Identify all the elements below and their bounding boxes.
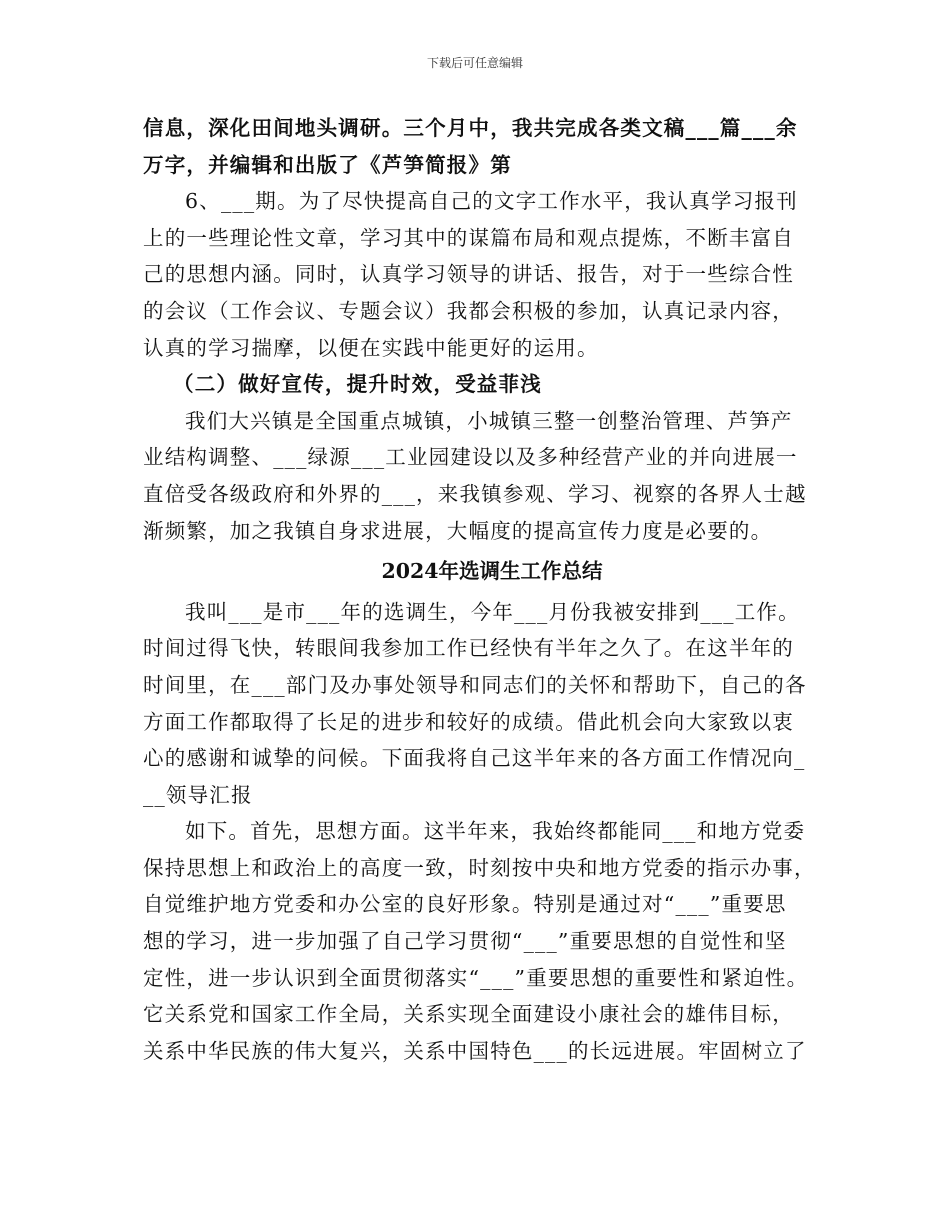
paragraph-line: 方面工作都取得了长足的进步和较好的成绩。借此机会向大家致以衷 <box>143 709 794 734</box>
paragraph-line: 上的一些理论性文章，学习其中的谋篇布局和观点提炼，不断丰富自 <box>143 225 794 250</box>
document-body <box>143 110 823 1069</box>
paragraph-line: 的会议（工作会议、专题会议）我都会积极的参加，认真记录内容， <box>143 298 794 323</box>
paragraph-line: 关系中华民族的伟大复兴，关系中国特色___的长远进展。牢固树立了 <box>143 1038 807 1063</box>
paragraph-line: 自觉维护地方党委和办公室的良好形象。特别是通过对“___”重要思 <box>143 892 787 917</box>
document-title: 2024年选调生工作总结 <box>381 559 603 584</box>
paragraph-line: __领导汇报 <box>143 782 253 807</box>
paragraph-line: 时间过得飞快，转眼间我参加工作已经快有半年之久了。在这半年的 <box>143 636 794 661</box>
paragraph-line: 如下。首先，思想方面。这半年来，我始终都能同___和地方党委 <box>185 819 806 844</box>
page-header: 下载后可任意编辑 <box>426 56 523 70</box>
paragraph-line: 我叫___是市___年的选调生，今年___月份我被安排到___工作。 <box>185 599 800 624</box>
paragraph-line: 它关系党和国家工作全局，关系实现全面建设小康社会的雄伟目标， <box>143 1002 794 1027</box>
paragraph-line: 己的思想内涵。同时，认真学习领导的讲话、报告，对于一些综合性 <box>143 262 794 287</box>
paragraph-line: 信息，深化田间地头调研。三个月中，我共完成各类文稿___篇___余 <box>143 116 798 140</box>
paragraph-line: 6、___期。为了尽快提高自己的文字工作水平，我认真学习报刊 <box>185 189 798 214</box>
paragraph-line: 直倍受各级政府和外界的___，来我镇参观、学习、视察的各界人士越 <box>143 481 807 506</box>
paragraph-line: 时间里，在___部门及办事处领导和同志们的关怀和帮助下，自己的各 <box>143 672 807 697</box>
paragraph-line: 认真的学习揣摩，以便在实践中能更好的运用。 <box>143 335 599 360</box>
paragraph-line: 心的感谢和诚挚的问候。下面我将自己这半年来的各方面工作情况向_ <box>143 746 806 771</box>
paragraph-line: 定性，进一步认识到全面贯彻落实“___”重要思想的重要性和紧迫性。 <box>143 965 809 990</box>
paragraph-line: 想的学习，进一步加强了自己学习贯彻“___”重要思想的自觉性和坚 <box>143 929 787 954</box>
paragraph-line: 我们大兴镇是全国重点城镇，小城镇三整一创整治管理、芦笋产 <box>185 408 793 433</box>
paragraph-line: 业结构调整、___绿源___工业园建设以及多种经营产业的并向进展一 <box>143 445 798 470</box>
paragraph-line: 保持思想上和政治上的高度一致，时刻按中央和地方党委的指示办事， <box>143 855 816 880</box>
paragraph-line: 渐频繁，加之我镇自身求进展，大幅度的提高宣传力度是必要的。 <box>143 518 773 543</box>
paragraph-line: 万字，并编辑和出版了《芦笋简报》第 <box>143 152 512 177</box>
section-heading: （二）做好宣传，提升时效，受益菲浅 <box>173 372 542 397</box>
